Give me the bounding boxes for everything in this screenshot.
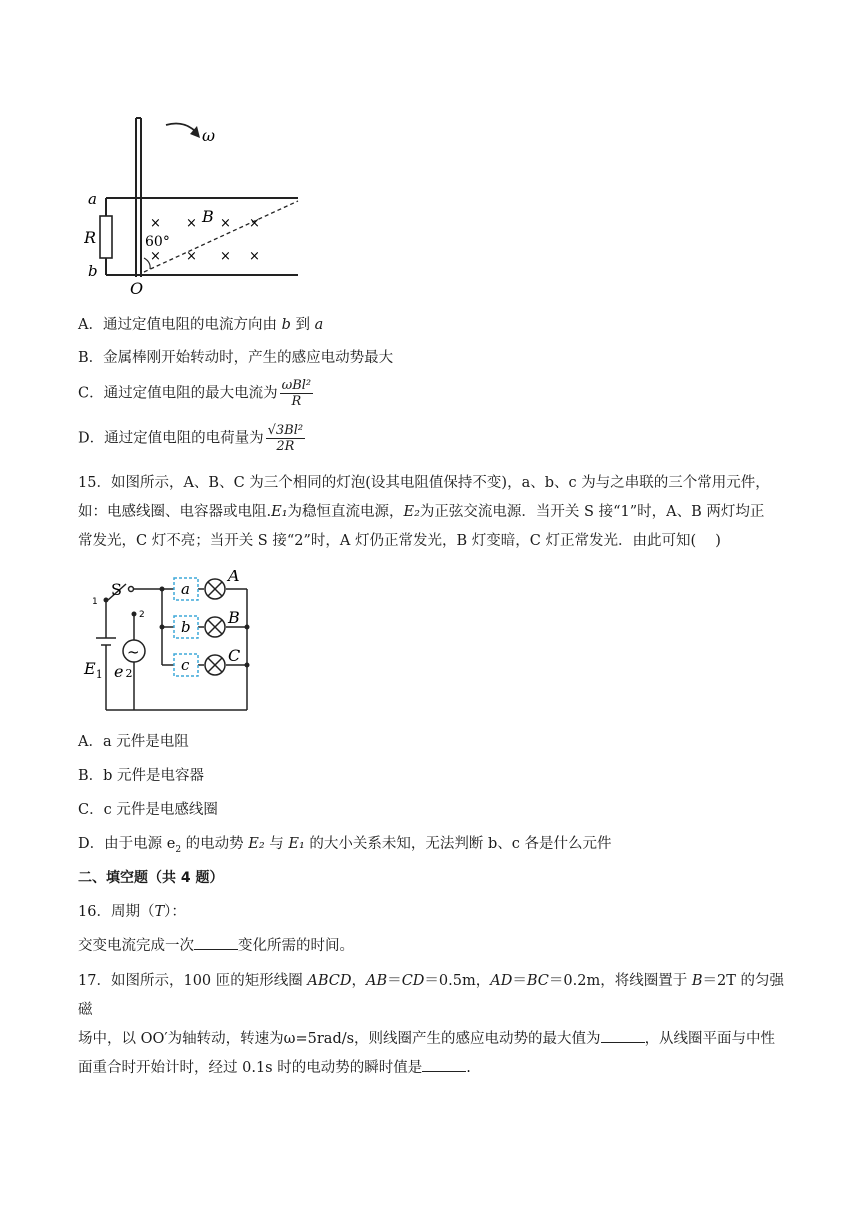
q16-stem: 16．周期（T）： <box>78 904 186 920</box>
q15-stem: 15．如图所示，A、B、C 为三个相同的灯泡(设其电阻值保持不变)，a、b、c 为与之串联的三个常用元件， 如：电感线圈、电容器或电阻.E₁为稳恒直流电源，E₂为正弦交流电源．当开关 S 接“1”时，A、B 两灯均正 常发光，C 灯不亮；当开关 S 接“2”时，A 灯仍正常发光，B 灯变暗，C 灯正常发光．由此可知( ) <box>78 475 770 549</box>
answer-blank[interactable] <box>422 1057 466 1072</box>
q14-option-c: C．通过定值电阻的最大电流为 $\frac{\text{ωBl²}}{R}$ <box>78 378 312 409</box>
field-cross: × <box>186 216 197 231</box>
angle-label: 60° <box>145 234 170 250</box>
label-B-field: B <box>202 207 214 226</box>
section-heading: 二、填空题（共 4 题） <box>78 870 224 886</box>
q16-body: 交变电流完成一次 变化所需的时间。 <box>78 935 354 956</box>
q15-option-b: B．b 元件是电容器 <box>78 768 205 784</box>
comp-b-label: b <box>181 618 191 636</box>
e1-label: $E_1$ <box>84 659 103 681</box>
q17-stem: 17．如图所示，100 匝的矩形线圈 ABCD，AB＝CD＝0.5m，AD＝BC＝0.2m，将线圈置于 B＝2T 的匀强磁 场中，以 OO′为轴转动，转速为ω=5rad/s，则线圈产生的感应电动势的最大值为 ，从线圈平面与中性 面重合时开始计时，经过 0.1s 时的电动势的瞬时值是 . <box>78 973 785 1076</box>
terminal-2-label: 2 <box>139 610 145 620</box>
lamp-C-label: C <box>228 646 241 665</box>
label-R: R <box>84 228 97 247</box>
q15-option-a: A．a 元件是电阻 <box>78 734 189 750</box>
field-cross: × <box>150 216 161 231</box>
switch-label: S <box>111 580 122 599</box>
comp-c-label: c <box>181 656 190 674</box>
field-cross: × <box>186 249 197 264</box>
field-cross: × <box>220 216 231 231</box>
e2-label: e 2 <box>114 662 133 681</box>
q14-option-b: B．金属棒刚开始转动时，产生的感应电动势最大 <box>78 350 394 366</box>
answer-blank[interactable] <box>601 1028 645 1043</box>
field-cross: × <box>249 216 260 231</box>
omega-label: ω <box>202 126 216 145</box>
lamp-A-label: A <box>228 570 240 585</box>
rotating-rod-figure <box>84 112 314 300</box>
label-b: b <box>88 262 98 280</box>
comp-a-label: a <box>181 580 190 598</box>
q14-option-a: A．通过定值电阻的电流方向由 b 到 a <box>78 317 324 333</box>
ac-symbol: ~ <box>127 643 140 661</box>
q15-option-c: C．c 元件是电感线圈 <box>78 802 218 818</box>
field-cross: × <box>150 249 161 264</box>
field-cross: × <box>249 249 260 264</box>
fraction: $\frac{\text{ωBl²}}{R}$ <box>281 378 312 409</box>
terminal-1-label: 1 <box>92 597 98 607</box>
q15-option-d: D．由于电源 $e_2$ 的电动势 E₂ 与 E₁ 的大小关系未知，无法判断 b、c 各是什么元件 <box>78 836 612 855</box>
label-O: O <box>130 279 144 298</box>
label-a: a <box>88 190 97 208</box>
q14-option-d: D．通过定值电阻的电荷量为 $\frac{\text{√3Bl²}}{2R}$ <box>78 423 304 454</box>
lamp-B-label: B <box>228 608 240 627</box>
fraction: $\frac{\text{√3Bl²}}{2R}$ <box>267 423 304 454</box>
field-cross: × <box>220 249 231 264</box>
circuit-figure <box>82 570 254 714</box>
answer-blank[interactable] <box>194 935 238 950</box>
